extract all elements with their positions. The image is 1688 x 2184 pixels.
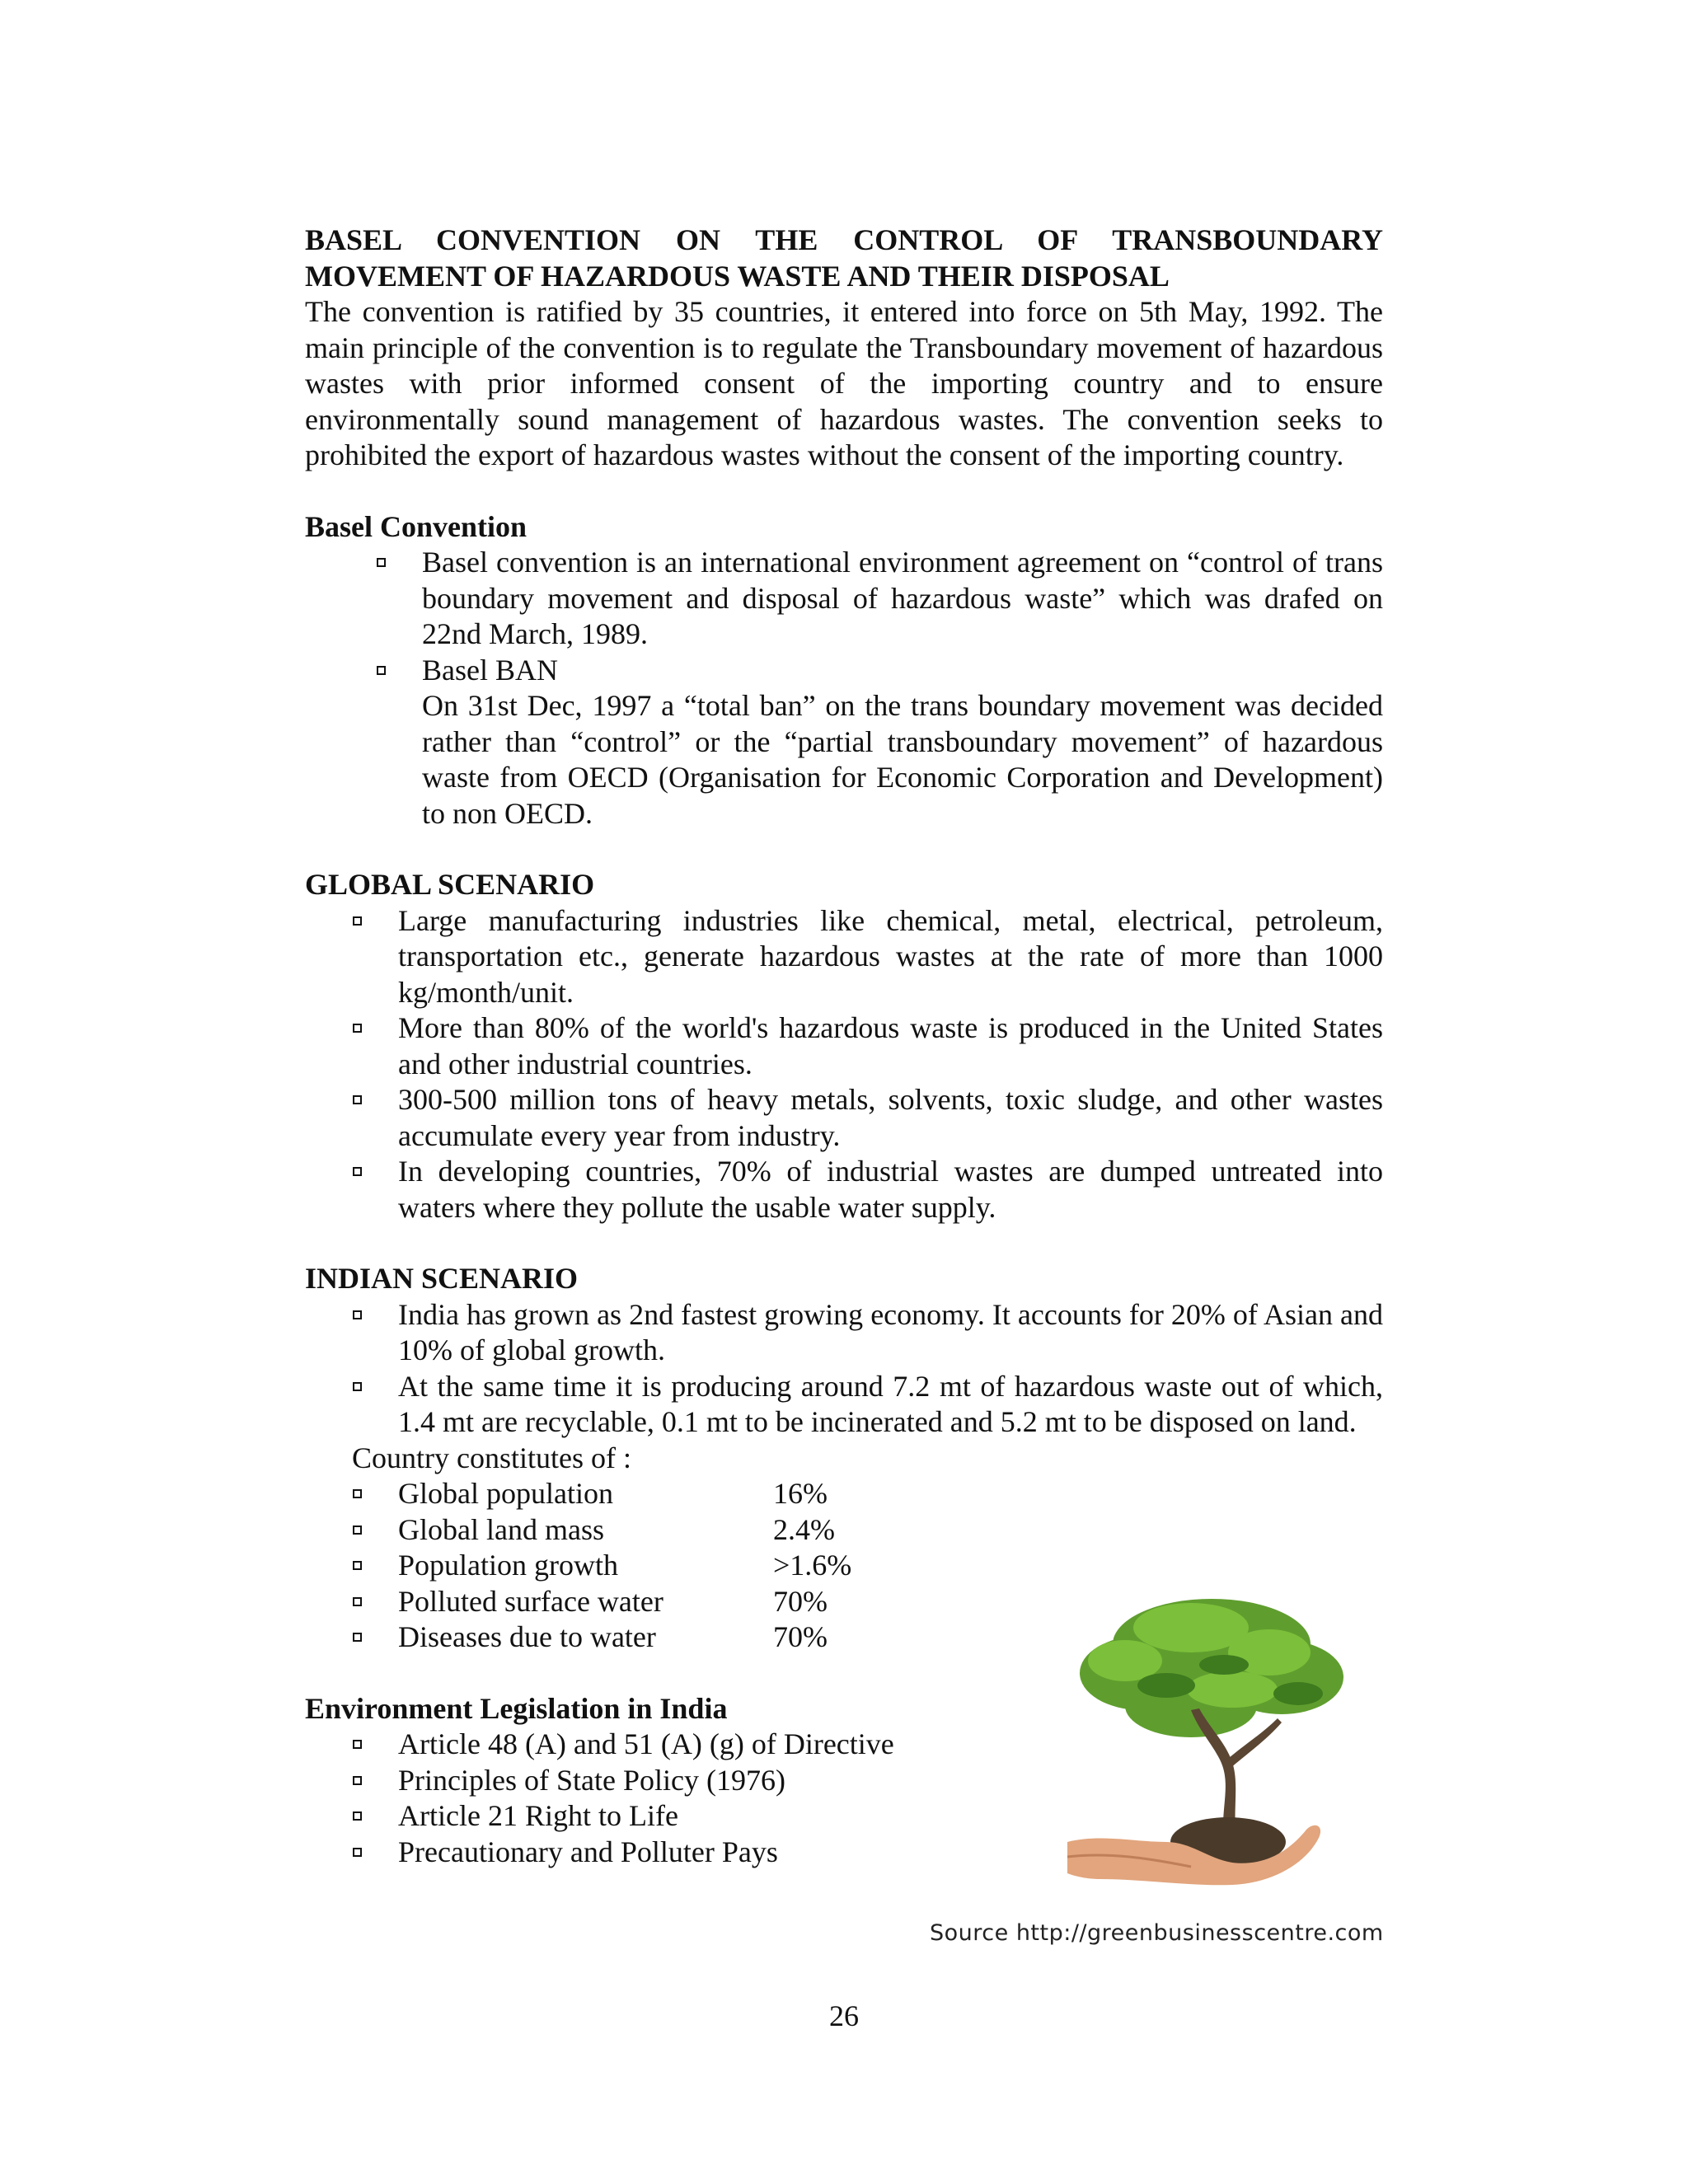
global-scenario-heading: GLOBAL SCENARIO	[305, 868, 595, 901]
checkbox-bullet-icon	[353, 1489, 362, 1498]
stat-name: Global land mass	[398, 1512, 604, 1546]
basel-ban-text: On 31st Dec, 1997 a “total ban” on the trans boundary movement was decided rather than “control” or the “partial transboundary movement” of hazardous waste from OECD (Organisation for Economic Corporation and Development) to non OECD.	[422, 689, 1383, 830]
list-item: India has grown as 2nd fastest growing economy. It accounts for 20% of Asian and 10% of global growth.	[305, 1297, 1383, 1369]
stat-row	[305, 1512, 1383, 1549]
stat-name: Global population	[398, 1477, 613, 1510]
list-item: 300-500 million tons of heavy metals, solvents, toxic sludge, and other wastes accumulate every year from industry.	[305, 1082, 1383, 1154]
checkbox-bullet-icon	[353, 1597, 362, 1606]
checkbox-bullet-icon	[353, 1740, 362, 1749]
stat-value: 16%	[773, 1477, 828, 1510]
checkbox-bullet-icon	[353, 916, 362, 926]
indian-scenario-list	[305, 1297, 1383, 1441]
checkbox-bullet-icon	[353, 1848, 362, 1857]
checkbox-bullet-icon	[353, 1633, 362, 1642]
page-number: 26	[829, 1999, 859, 2032]
list-item: Large manufacturing industries like chemical, metal, electrical, petroleum, transportation etc., generate hazardous wastes at the rate of more than 1000 kg/month/unit.	[305, 903, 1383, 1011]
list-item: Article 48 (A) and 51 (A) (g) of Directive	[305, 1727, 931, 1763]
legislation-heading: Environment Legislation in India	[305, 1691, 728, 1725]
basel-convention-list	[305, 545, 1383, 832]
list-item: Basel convention is an international environment agreement on “control of trans boundary movement and disposal of hazardous waste” which was drafed on 22nd March, 1989.	[305, 545, 1383, 653]
checkbox-bullet-icon	[353, 1811, 362, 1821]
basel-title: BASEL CONVENTION ON THE CONTROL OF TRANSBOUNDARY MOVEMENT OF HAZARDOUS WASTE AND THEIR DISPOSAL	[305, 223, 1383, 293]
checkbox-bullet-icon	[353, 1526, 362, 1535]
global-scenario-list	[305, 903, 1383, 1226]
basel-convention-heading: Basel Convention	[305, 509, 528, 543]
checkbox-bullet-icon	[353, 1382, 362, 1391]
list-item: More than 80% of the world's hazardous waste is produced in the United States and other industrial countries.	[305, 1010, 1383, 1082]
checkbox-bullet-icon	[353, 1776, 362, 1785]
stat-name: Polluted surface water	[398, 1584, 663, 1618]
list-item: Principles of State Policy (1976)	[305, 1763, 931, 1799]
list-item: Precautionary and Polluter Pays	[305, 1835, 931, 1871]
list-item: Basel BAN On 31st Dec, 1997 a “total ban” on the trans boundary movement was decided rather than “control” or the “partial transboundary movement” of hazardous waste from OECD (Organisation for Economic Corporation and Development) to non OECD.	[305, 653, 1383, 832]
checkbox-bullet-icon	[353, 1167, 362, 1176]
stat-row	[305, 1476, 1383, 1512]
list-item: In developing countries, 70% of industrial wastes are dumped untreated into waters where they pollute the usable water supply.	[305, 1154, 1383, 1226]
country-constitutes-label: Country constitutes of :	[352, 1441, 631, 1474]
indian-scenario-heading: INDIAN SCENARIO	[305, 1262, 579, 1295]
stat-row	[305, 1548, 1383, 1584]
stat-name: Diseases due to water	[398, 1620, 656, 1653]
stat-value: 2.4%	[773, 1512, 835, 1546]
legislation-list	[305, 1727, 931, 1870]
checkbox-bullet-icon	[353, 1024, 362, 1033]
basel-intro: The convention is ratified by 35 countries, it entered into force on 5th May, 1992. The main principle of the convention is to regulate the Transboundary movement of hazardous wastes with prior informed consent of the importing country and to ensure environmentally sound management of hazardous wastes. The convention seeks to prohibited the export of hazardous wastes without the consent of the importing country.	[305, 295, 1383, 471]
image-source-caption: Source http://greenbusinesscentre.com	[930, 1920, 1384, 1946]
list-item: Article 21 Right to Life	[305, 1798, 931, 1835]
checkbox-bullet-icon	[377, 558, 386, 567]
checkbox-bullet-icon	[353, 1561, 362, 1570]
stat-value: 70%	[773, 1620, 828, 1653]
stat-value: 70%	[773, 1584, 828, 1618]
stat-name: Population growth	[398, 1549, 618, 1582]
checkbox-bullet-icon	[353, 1310, 362, 1319]
stat-value: >1.6%	[773, 1549, 852, 1582]
checkbox-bullet-icon	[353, 1095, 362, 1104]
tree-in-hand-image	[1067, 1595, 1352, 1900]
list-item: At the same time it is producing around 7.2 mt of hazardous waste out of which, 1.4 mt are recyclable, 0.1 mt to be incinerated and 5.2 mt to be disposed on land.	[305, 1369, 1383, 1441]
checkbox-bullet-icon	[377, 666, 386, 675]
